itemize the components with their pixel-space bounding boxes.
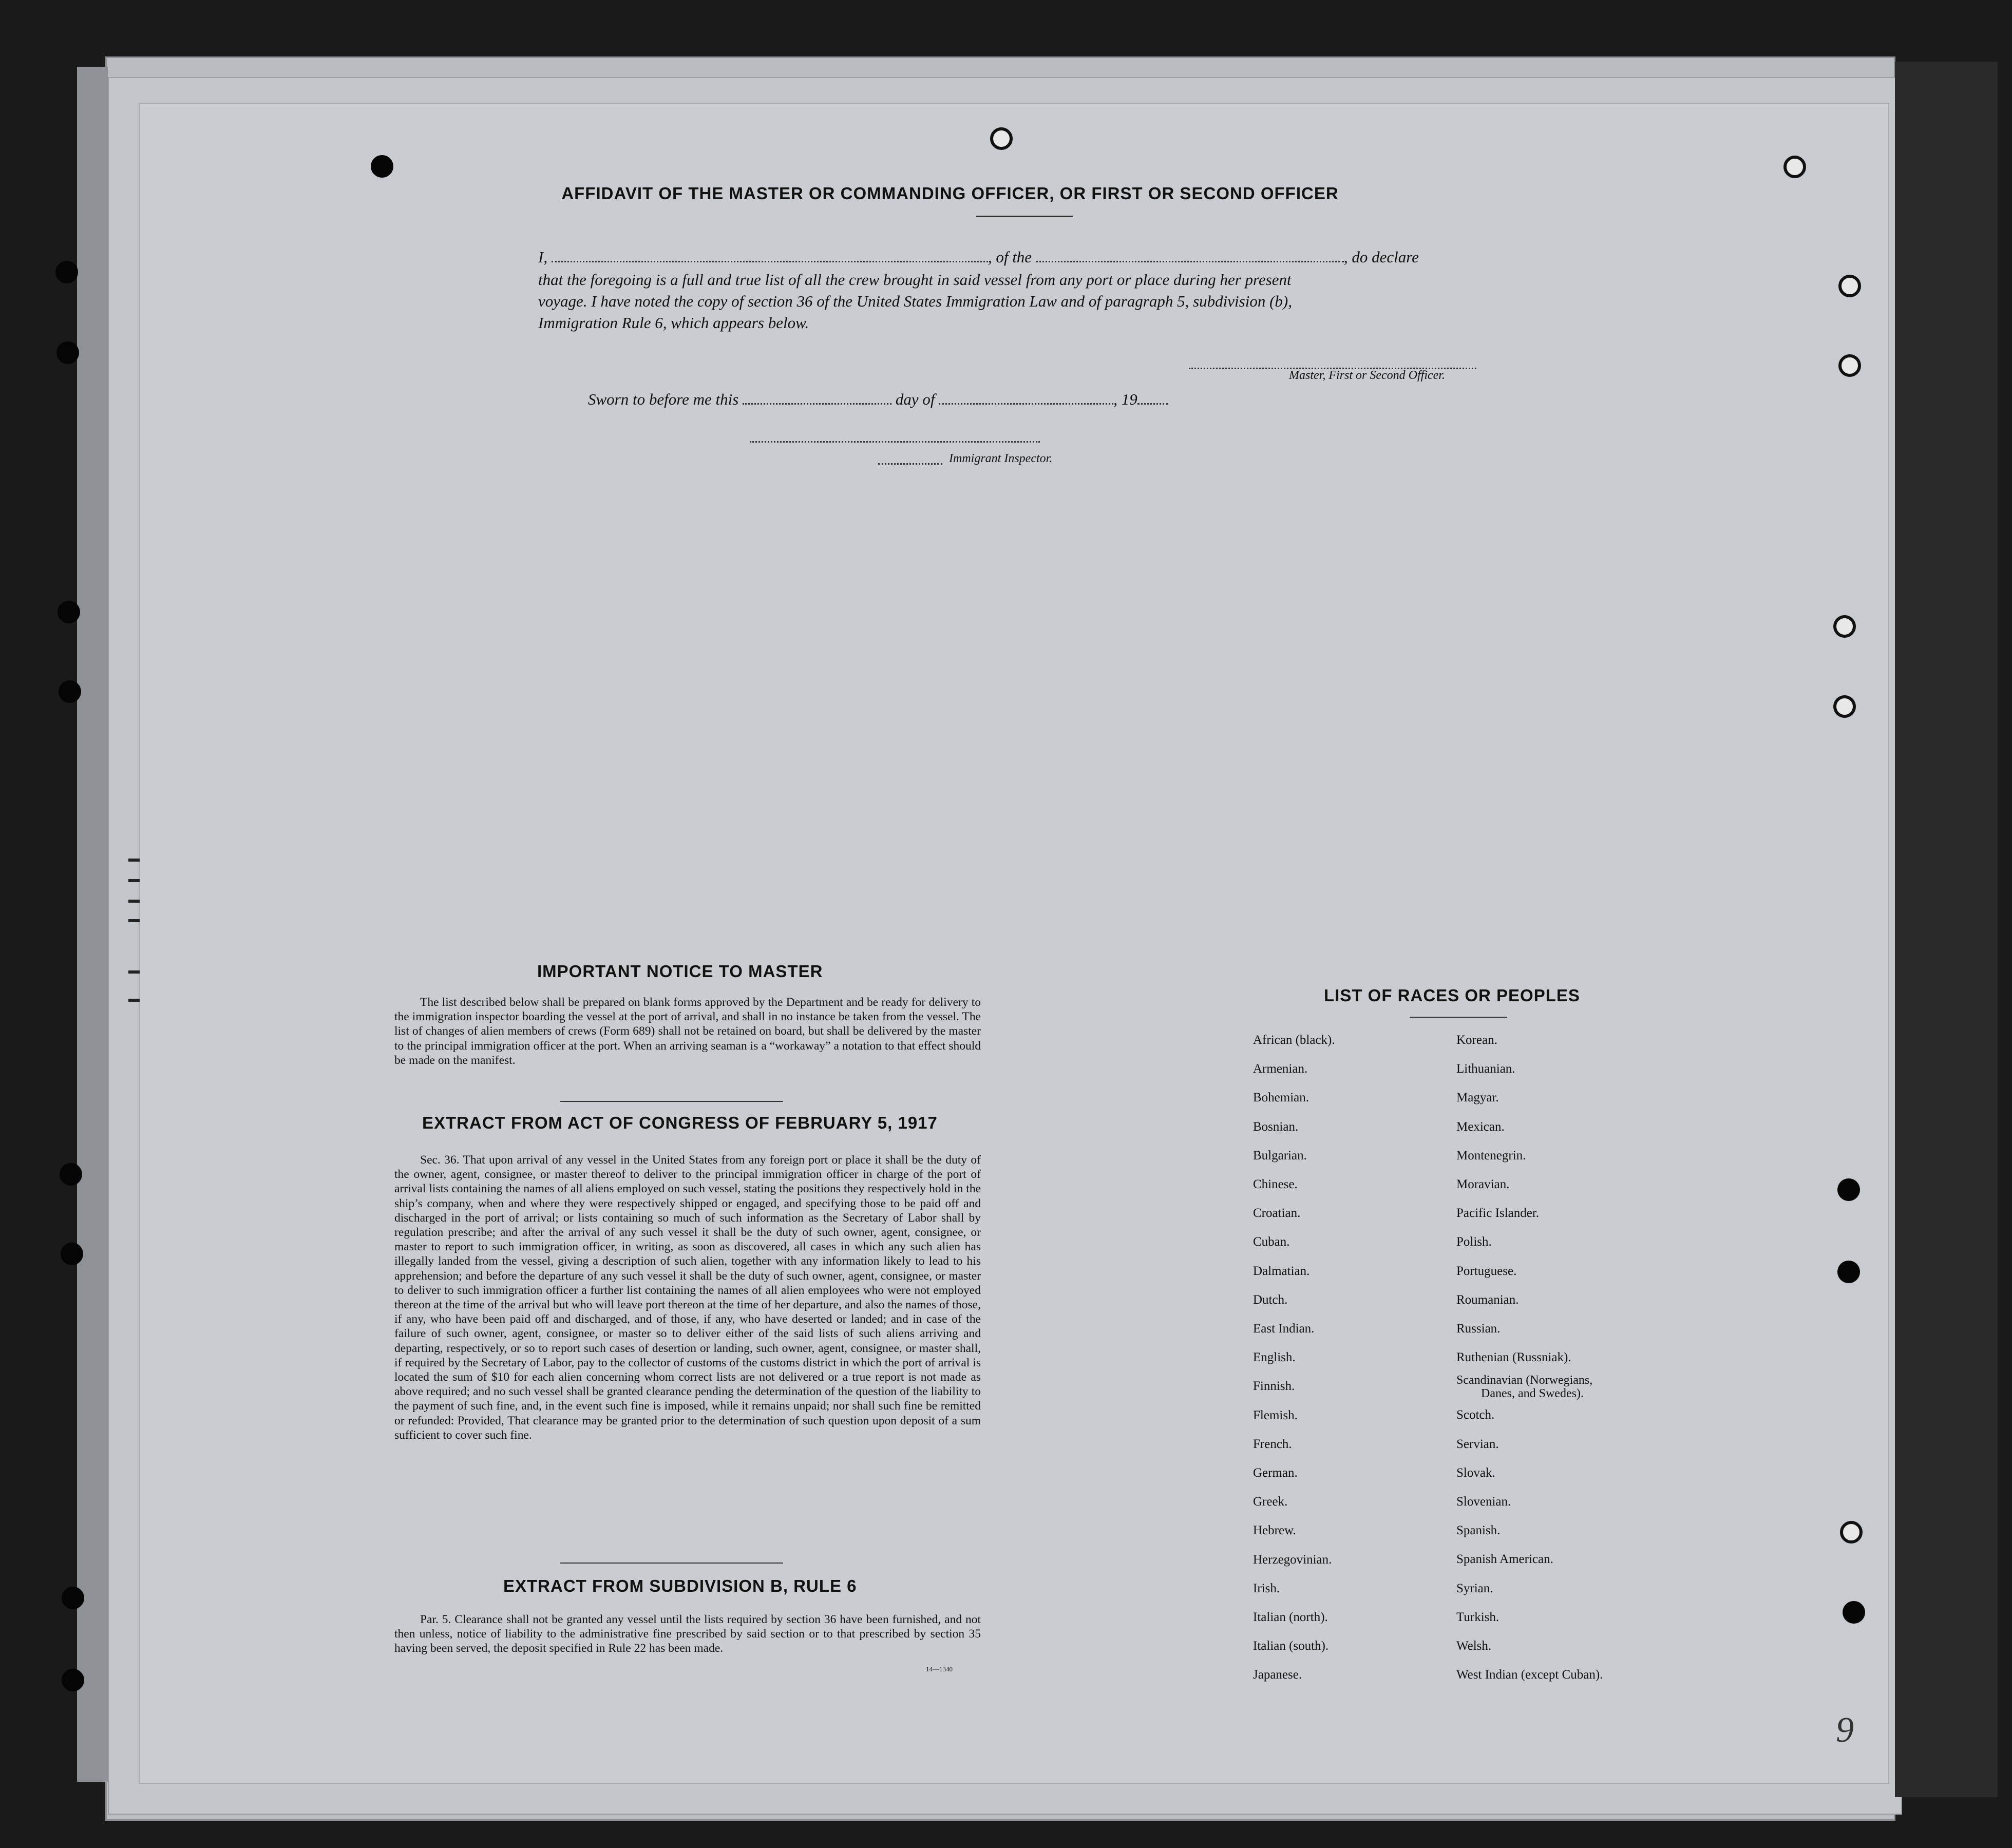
race-item: Irish. xyxy=(1253,1581,1280,1595)
punch-hole-icon xyxy=(1838,354,1861,377)
race-item: Lithuanian. xyxy=(1456,1062,1515,1076)
rule-text xyxy=(394,1612,981,1656)
inspector-caption: Immigrant Inspector. xyxy=(949,452,1053,465)
punch-hole-icon xyxy=(1833,615,1856,638)
inspector-short-line xyxy=(878,461,942,465)
race-item: French. xyxy=(1253,1437,1292,1451)
affidavit-title: AFFIDAVIT OF THE MASTER OR COMMANDING OFFICER, OR FIRST OR SECOND OFFICER xyxy=(561,184,1339,203)
margin-tick xyxy=(128,879,140,882)
binder-hole-icon xyxy=(60,1163,82,1186)
race-item: Spanish. xyxy=(1456,1523,1501,1538)
race-item: Armenian. xyxy=(1253,1062,1308,1076)
race-item: West Indian (except Cuban). xyxy=(1456,1668,1603,1682)
sworn-line xyxy=(588,389,1564,410)
race-item: Herzegovinian. xyxy=(1253,1552,1332,1567)
race-item: Japanese. xyxy=(1253,1668,1302,1682)
notice-paragraph: The list described below shall be prepared on blank forms approved by the Department and be ready for delivery to the immigration inspector boarding the vessel at the port of arrival, and shall in no instance be taken from the vessel. The list of changes of alien members of crews (Form 689) shall not be retained on board, but shall be delivered by the master to the principal immigration officer at the port. When an arriving seaman is a “workaway” a notation to that effect should be made on the manifest. xyxy=(394,996,981,1067)
scan-right-shadow xyxy=(1895,62,1998,1797)
binder-hole-icon xyxy=(55,261,78,283)
race-item: Ruthenian (Russniak). xyxy=(1456,1350,1571,1365)
margin-tick xyxy=(128,859,140,862)
race-item: Croatian. xyxy=(1253,1206,1301,1221)
binder-hole-icon xyxy=(59,680,81,703)
form-number: 14—1340 xyxy=(926,1665,953,1673)
year-blank[interactable] xyxy=(1137,391,1168,405)
punch-hole-icon xyxy=(1843,1601,1865,1624)
race-item: Servian. xyxy=(1456,1437,1499,1451)
race-item: East Indian. xyxy=(1253,1322,1315,1336)
race-item: German. xyxy=(1253,1466,1298,1480)
races-column-2 xyxy=(1456,1026,1603,1689)
master-caption: Master, First or Second Officer. xyxy=(1289,369,1445,382)
race-item: Roumanian. xyxy=(1456,1292,1519,1307)
day-of-label: day of xyxy=(895,390,935,408)
margin-tick xyxy=(128,970,140,974)
race-item: Welsh. xyxy=(1456,1639,1492,1653)
race-item: Portuguese. xyxy=(1456,1264,1517,1278)
vessel-blank[interactable] xyxy=(1036,249,1344,262)
race-item: Dalmatian. xyxy=(1253,1264,1310,1278)
races-column-1 xyxy=(1253,1026,1335,1690)
punch-hole-icon xyxy=(1838,275,1861,297)
race-item: Spanish American. xyxy=(1456,1552,1553,1567)
act-paragraph: Sec. 36. That upon arrival of any vessel in the United States from any foreign port or place it shall be the duty of the owner, agent, consignee, or master thereof to deliver to the principal immigration officer in charge of the port of arrival lists containing the names of all aliens employed on such vessel, stating the positions they respectively hold in the ship’s company, when and where they were respectively shipped or engaged, and specifying those to be paid off and discharged in the port of arrival; or lists containing so much of such information as the Secretary of Labor shall by regulation prescribe; and after the arrival of any such vessel it shall be the duty of such owner, agent, consignee, or master to report to such immigration officer, in writing, as soon as discovered, all cases in which any such alien has illegally landed from the vessel, giving a description of such alien, together with any information likely to lead to his apprehension; and before the departure of any such vessel it shall be the duty of such owner, agent, consignee, or master to deliver to such immigration officer a further list containing the names of all alien employees who were not employed thereon at the time of the arrival but who will leave port thereon at the time of her departure, and also the names of those, if any, who have been paid off and discharged, and of those, if any, who have deserted or landed; and in case of the failure of such owner, agent, consignee, or master so to deliver either of the said lists of such aliens arriving and departing, respectively, or so to report such cases of desertion or landing, such owner, agent, consignee, or master shall, if required by the Secretary of Labor, pay to the collector of customs of the customs district in which the port of arrival is located the sum of $10 for each alien concerning whom correct lists are not delivered or a true report is not made as above required; and no such vessel shall be granted clearance pending the determination of the question of the liability to the payment of such fine, and, in the event such fine is imposed, while it remains unpaid; nor shall such fine be remitted or refunded: Provided, That clearance may be granted prior to the determination of such question upon deposit of a sum sufficient to cover such fine. xyxy=(394,1153,981,1442)
i-label: I, xyxy=(538,248,548,266)
race-item-line: Danes, and Swedes). xyxy=(1481,1387,1584,1401)
race-item: Flemish. xyxy=(1253,1408,1298,1422)
race-item: Cuban. xyxy=(1253,1235,1290,1249)
declaration-line-4: Immigration Rule 6, which appears below. xyxy=(538,314,809,332)
notice-text xyxy=(394,995,981,1068)
binder-hole-icon xyxy=(56,341,79,364)
day-blank[interactable] xyxy=(743,391,891,405)
punch-hole-icon xyxy=(1837,1261,1860,1283)
sworn-label: Sworn to before me this xyxy=(588,390,739,408)
binder-hole-icon xyxy=(62,1669,84,1691)
binder-hole-icon xyxy=(58,601,80,623)
race-item: Magyar. xyxy=(1456,1091,1499,1105)
do-declare-label: , do declare xyxy=(1343,248,1419,266)
race-item: Italian (south). xyxy=(1253,1639,1329,1653)
page-number-handwritten: 9 xyxy=(1836,1710,1854,1750)
divider xyxy=(560,1101,783,1102)
race-item-scandinavian xyxy=(1456,1372,1603,1401)
punch-hole-icon xyxy=(1840,1521,1863,1544)
race-item: Slovenian. xyxy=(1456,1495,1511,1509)
race-item: Polish. xyxy=(1456,1235,1492,1249)
race-item: Italian (north). xyxy=(1253,1610,1328,1625)
margin-tick xyxy=(128,900,140,903)
races-title: LIST OF RACES OR PEOPLES xyxy=(1324,986,1580,1005)
race-item: Russian. xyxy=(1456,1322,1501,1336)
punch-hole-icon xyxy=(1833,695,1856,718)
inspector-signature-line[interactable] xyxy=(750,439,1040,443)
punch-hole-icon xyxy=(1783,156,1806,178)
notice-title: IMPORTANT NOTICE TO MASTER xyxy=(537,962,823,981)
race-item: Chinese. xyxy=(1253,1177,1298,1192)
divider xyxy=(560,1563,783,1564)
punch-hole-icon xyxy=(990,127,1013,150)
punch-hole-icon xyxy=(1837,1178,1860,1201)
rule-paragraph: Par. 5. Clearance shall not be granted any vessel until the lists required by section 36 have been furnished, and not then unless, notice of liability to the administrative fine prescribed by said section or to that prescribed by section 35 having been served, the deposit specified in Rule 22 has been made. xyxy=(394,1613,981,1655)
name-blank[interactable] xyxy=(552,249,988,262)
margin-tick xyxy=(128,999,140,1002)
race-item: Turkish. xyxy=(1456,1610,1499,1624)
year-label: , 19 xyxy=(1113,390,1137,408)
race-item: Hebrew. xyxy=(1253,1523,1296,1538)
race-item: Moravian. xyxy=(1456,1177,1510,1192)
race-item: English. xyxy=(1253,1350,1296,1365)
margin-tick xyxy=(128,919,140,922)
declaration-line-2: that the foregoing is a full and true list of all the crew brought in said vessel from any port or place during her present xyxy=(538,271,1292,289)
race-item: Slovak. xyxy=(1456,1465,1495,1480)
month-blank[interactable] xyxy=(939,391,1113,405)
race-item-line: Scandinavian (Norwegians, xyxy=(1456,1374,1593,1387)
binder-hole-icon xyxy=(62,1587,84,1609)
declaration-line-3: voyage. I have noted the copy of section 36 of the United States Immigration Law and of paragraph 5, subdivision (b), xyxy=(538,292,1292,310)
declaration-line-1 xyxy=(538,246,1514,268)
form-page xyxy=(139,103,1889,1784)
race-item: Finnish. xyxy=(1253,1379,1295,1394)
rule-title: EXTRACT FROM SUBDIVISION B, RULE 6 xyxy=(503,1576,857,1595)
race-item: Korean. xyxy=(1456,1033,1497,1047)
of-the-label: , of the xyxy=(988,248,1032,266)
race-item: Scotch. xyxy=(1456,1408,1495,1422)
punch-hole-icon xyxy=(371,155,393,178)
race-item: Montenegrin. xyxy=(1456,1148,1526,1163)
race-item: Pacific Islander. xyxy=(1456,1206,1540,1221)
race-item: Bohemian. xyxy=(1253,1091,1309,1105)
divider xyxy=(1410,1017,1507,1018)
divider xyxy=(976,216,1073,217)
act-text xyxy=(394,1153,981,1442)
race-item: Dutch. xyxy=(1253,1292,1288,1307)
binder-hole-icon xyxy=(61,1243,83,1265)
race-item: Bulgarian. xyxy=(1253,1148,1307,1163)
scan-edge-strip xyxy=(77,67,108,1782)
act-title: EXTRACT FROM ACT OF CONGRESS OF FEBRUARY 5, 1917 xyxy=(422,1113,938,1132)
race-item: Bosnian. xyxy=(1253,1119,1299,1134)
race-item: African (black). xyxy=(1253,1033,1335,1047)
race-item: Mexican. xyxy=(1456,1119,1505,1134)
race-item: Syrian. xyxy=(1456,1581,1493,1595)
race-item: Greek. xyxy=(1253,1495,1288,1509)
